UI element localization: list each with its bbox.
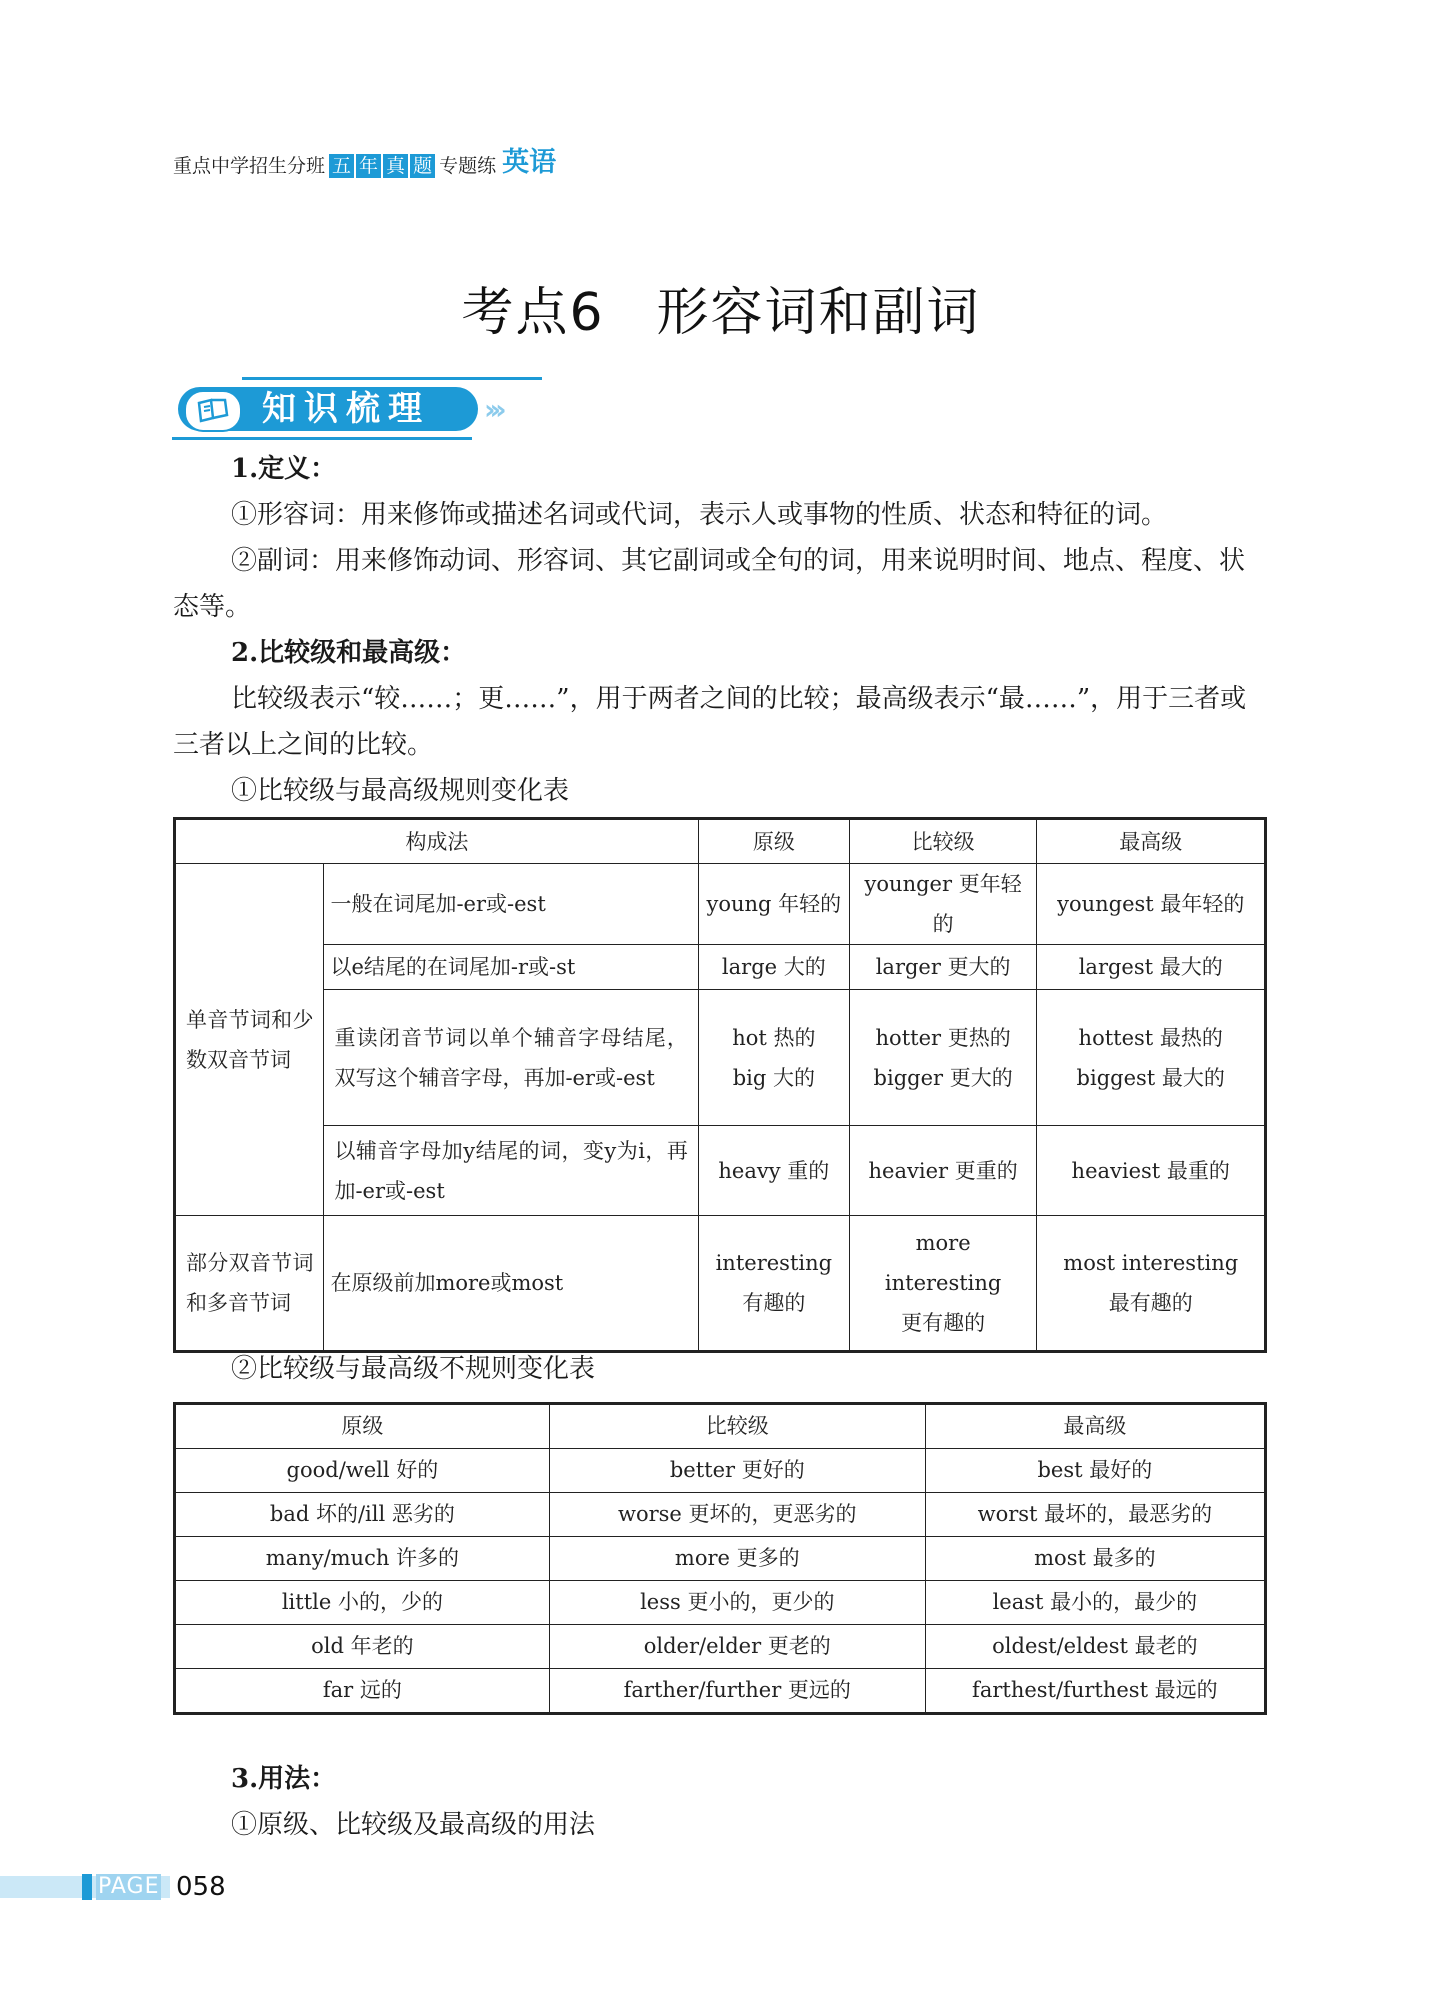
base-cell [698,990,849,1126]
base-cell: good/well 好的 [175,1449,550,1493]
header-prefix: 重点中学招生分班 [173,155,326,177]
comparative-cell: younger 更年轻的 [849,864,1037,945]
regular-comparison-table [173,817,1267,1353]
superlative-cell: oldest/eldest 最老的 [925,1625,1265,1669]
superlative-cell: largest 最大的 [1037,945,1266,990]
comparative-cell [849,1216,1037,1352]
base-cell: large 大的 [698,945,849,990]
comparative-cell: farther/further 更远的 [549,1669,925,1714]
table-header-cell: 比较级 [549,1404,925,1449]
header-highlight [329,154,435,178]
superlative-cell: least 最小的，最少的 [925,1581,1265,1625]
table-row [175,1625,1266,1669]
table-header-cell: 构成法 [175,819,699,864]
page-footer [0,1872,240,1900]
rule-cell: 一般在词尾加-er或-est [324,864,698,945]
irregular-caption-block [173,1346,1267,1392]
table-caption: ②比较级与最高级不规则变化表 [231,1354,596,1384]
base-word: big 大的 [732,1065,815,1090]
paragraph: ②副词：用来修饰动词、形容词、其它副词或全句的词，用来说明时间、地点、程度、状态等。 [173,546,1246,622]
comparative-cell: older/elder 更老的 [549,1625,925,1669]
base-cell: little 小的，少的 [175,1581,550,1625]
banner-label: 知识梳理 [262,389,430,429]
superlative-cell: most 最多的 [925,1537,1265,1581]
irregular-comparison-table [173,1402,1267,1715]
superlative-cell: heaviest 最重的 [1037,1126,1266,1216]
comparative-cell: more 更多的 [549,1537,925,1581]
comparative-cell: heavier 更重的 [849,1126,1037,1216]
table-row [175,864,1266,945]
book-icon [184,390,242,432]
header-highlight-char: 五 [329,154,354,178]
superlative-word: 最有趣的 [1108,1291,1193,1315]
comparative-word: more interesting [884,1231,1002,1295]
table-row [175,945,1266,990]
superlative-cell: farthest/furthest 最远的 [925,1669,1265,1714]
header-highlight-char: 真 [383,154,408,178]
section-heading: 3.用法： [231,1764,337,1794]
header-middle: 专题练 [439,155,497,177]
base-word: interesting [715,1251,833,1275]
superlative-cell: youngest 最年轻的 [1037,864,1266,945]
superlative-cell [1037,1216,1266,1352]
comparative-cell: better 更好的 [549,1449,925,1493]
table-header-cell: 最高级 [1037,819,1266,864]
base-word: hot 热的 [732,1025,816,1050]
superlative-cell [1037,990,1266,1126]
chevrons-icon: ››› [484,393,501,426]
page-title [0,270,1442,345]
comparative-cell: larger 更大的 [849,945,1037,990]
table-header-cell: 原级 [698,819,849,864]
base-cell [698,1216,849,1352]
table-row [175,1493,1266,1537]
group-cell: 单音节词和少数双音节词 [175,864,324,1216]
base-cell: young 年轻的 [698,864,849,945]
table-row [175,1669,1266,1714]
section-heading: 1.定义： [231,454,337,484]
base-cell: old 年老的 [175,1625,550,1669]
paragraph: ①形容词：用来修饰或描述名词或代词，表示人或事物的性质、状态和特征的词。 [231,500,1168,530]
base-cell: heavy 重的 [698,1126,849,1216]
table-row [175,1449,1266,1493]
table-header-row [175,1404,1266,1449]
group-cell: 部分双音节词和多音节词 [175,1216,324,1352]
superlative-cell: best 最好的 [925,1449,1265,1493]
rule-cell: 在原级前加more或most [324,1216,698,1352]
superlative-word: most interesting [1063,1251,1239,1275]
comparative-cell [849,990,1037,1126]
table-header-cell: 原级 [175,1404,550,1449]
header-highlight-char: 年 [356,154,381,178]
table-row [175,1216,1266,1352]
table-header-cell: 最高级 [925,1404,1265,1449]
rule-cell: 以e结尾的在词尾加-r或-st [324,945,698,990]
footer-mark [82,1874,92,1900]
table-header-cell: 比较级 [849,819,1037,864]
table-row [175,1126,1266,1216]
rule-cell: 重读闭音节词以单个辅音字母结尾，双写这个辅音字母，再加-er或-est [324,990,698,1126]
comparative-word: hotter 更热的 [875,1025,1011,1050]
table-row [175,990,1266,1126]
usage-section [173,1756,1267,1848]
paragraph: 比较级表示“较……；更……”，用于两者之间的比较；最高级表示“最……”，用于三者或三者以上之间的比较。 [173,684,1247,760]
base-cell: bad 坏的/ill 恶劣的 [175,1493,550,1537]
header-highlight-char: 题 [410,154,435,178]
table-row [175,1581,1266,1625]
rule-cell: 以辅音字母加y结尾的词，变y为i，再加-er或-est [324,1126,698,1216]
footer-page-word: PAGE [98,1874,160,1899]
section-banner [172,377,552,441]
definitions-section [173,446,1267,814]
comparative-cell: worse 更坏的，更恶劣的 [549,1493,925,1537]
title-topic-name: 形容词和副词 [656,283,981,343]
comparative-word: bigger 更大的 [873,1065,1013,1090]
paragraph: ①原级、比较级及最高级的用法 [231,1810,596,1840]
title-topic-number: 考点6 [461,283,605,343]
comparative-cell: less 更小的，更少的 [549,1581,925,1625]
header-subject: 英语 [502,147,557,178]
superlative-word: hottest 最热的 [1078,1025,1223,1050]
base-cell: far 远的 [175,1669,550,1714]
base-word: 有趣的 [742,1291,806,1315]
superlative-word: biggest 最大的 [1076,1065,1225,1090]
table-row [175,1537,1266,1581]
table-header-row [175,819,1266,864]
running-header [173,138,556,178]
base-cell: many/much 许多的 [175,1537,550,1581]
comparative-word: 更有趣的 [901,1311,986,1335]
section-heading: 2.比较级和最高级： [231,638,467,668]
table-caption: ①比较级与最高级规则变化表 [231,776,570,806]
superlative-cell: worst 最坏的，最恶劣的 [925,1493,1265,1537]
page-number: 058 [176,1872,226,1902]
